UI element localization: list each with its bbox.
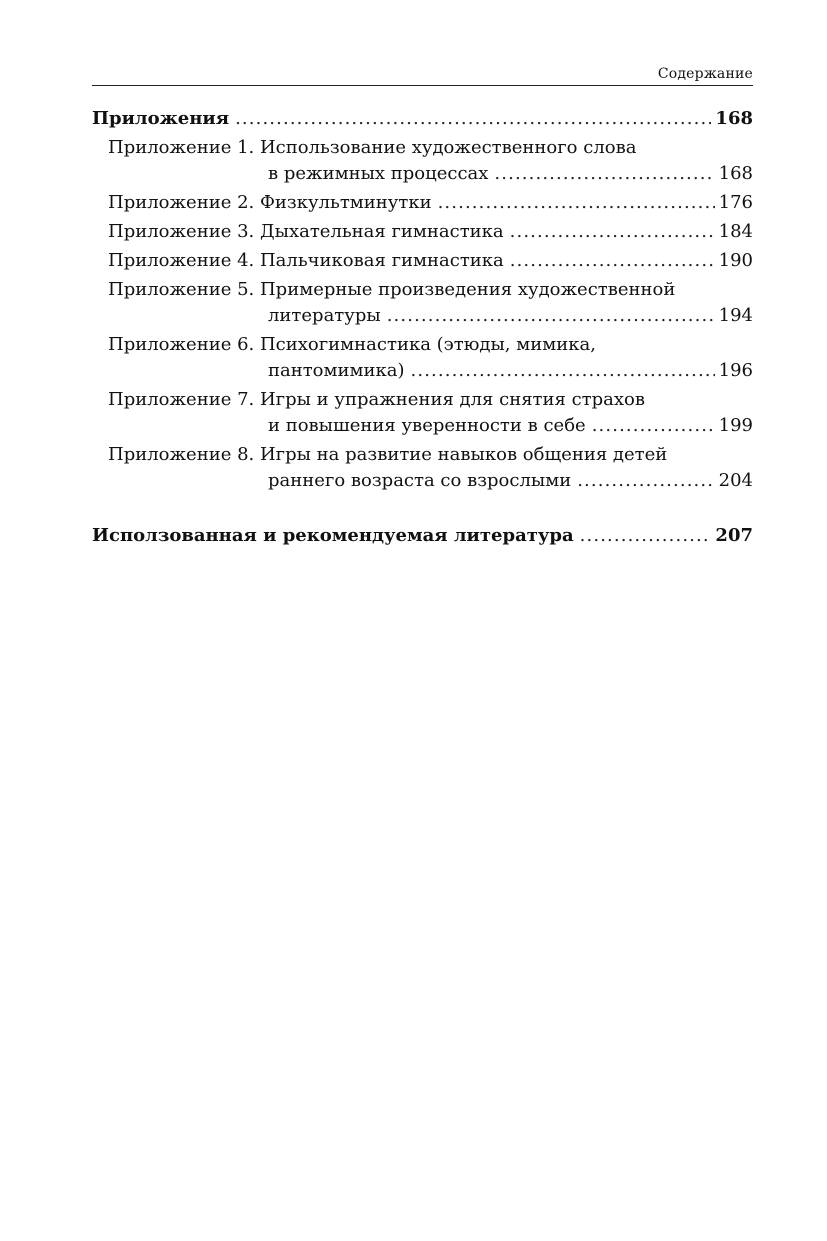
appendix-prefix: Приложение 7. xyxy=(108,389,255,410)
toc-entry-appendix-4 xyxy=(92,248,753,274)
appendix-title: Примерные произведения художественной xyxy=(259,279,676,300)
toc-page-number: 194 xyxy=(718,305,753,326)
appendix-title-continuation: литературы xyxy=(268,305,381,326)
table-of-contents xyxy=(92,106,753,549)
appendix-title: Игры и упражнения для снятия страхов xyxy=(259,389,645,410)
appendix-title-continuation: пантомимика) xyxy=(268,360,405,381)
toc-entry-literature xyxy=(92,523,753,549)
appendix-prefix: Приложение 3. xyxy=(108,221,255,242)
toc-page-number: 168 xyxy=(715,108,753,129)
dot-leader xyxy=(494,161,714,187)
toc-entry-appendix-6-continuation xyxy=(92,358,753,384)
toc-page-number: 204 xyxy=(718,470,753,491)
dot-leader xyxy=(438,190,715,216)
appendix-prefix: Приложение 8. xyxy=(108,444,255,465)
toc-entry-appendix-2 xyxy=(92,190,753,216)
dot-leader xyxy=(387,303,715,329)
appendix-title: Использование художественного слова xyxy=(259,137,637,158)
dot-leader xyxy=(235,106,711,132)
appendix-title: Физкультминутки xyxy=(259,192,432,213)
dot-leader xyxy=(411,358,715,384)
toc-entry-title: Исползованная и рекомендуемая литература xyxy=(92,525,574,546)
appendix-title: Пальчиковая гимнастика xyxy=(259,250,504,271)
appendix-title-continuation: в режимных процессах xyxy=(268,163,489,184)
running-header: Содержание xyxy=(657,66,753,82)
dot-leader xyxy=(577,468,714,494)
dot-leader xyxy=(510,248,715,274)
dot-leader xyxy=(510,219,715,245)
toc-page-number: 196 xyxy=(718,360,753,381)
toc-entry-title: Приложения xyxy=(92,108,230,129)
appendix-title: Психогимнастика (этюды, мимика, xyxy=(259,334,596,355)
toc-entry-appendix-5-continuation xyxy=(92,303,753,329)
toc-entry-appendix-7-continuation xyxy=(92,413,753,439)
appendix-prefix: Приложение 2. xyxy=(108,192,255,213)
toc-page-number: 190 xyxy=(718,250,753,271)
toc-entry-appendix-3 xyxy=(92,219,753,245)
appendix-prefix: Приложение 1. xyxy=(108,137,255,158)
dot-leader xyxy=(580,523,712,549)
toc-page-number: 168 xyxy=(718,163,753,184)
appendix-title: Игры на развитие навыков общения детей xyxy=(259,444,668,465)
toc-page-number: 199 xyxy=(718,415,753,436)
toc-entry-appendix-8 xyxy=(92,442,753,468)
appendix-prefix: Приложение 6. xyxy=(108,334,255,355)
appendix-title-continuation: раннего возраста со взрослыми xyxy=(268,470,572,491)
toc-entry-appendix-1 xyxy=(92,135,753,161)
appendix-title-continuation: и повышения уверенности в себе xyxy=(268,415,586,436)
toc-page-number: 176 xyxy=(718,192,753,213)
appendix-prefix: Приложение 5. xyxy=(108,279,255,300)
toc-entry-appendices xyxy=(92,106,753,132)
toc-entry-appendix-1-continuation xyxy=(92,161,753,187)
toc-page-number: 207 xyxy=(715,525,753,546)
dot-leader xyxy=(592,413,715,439)
toc-entry-appendix-6 xyxy=(92,332,753,358)
header-divider xyxy=(92,85,753,86)
toc-entry-appendix-5 xyxy=(92,277,753,303)
toc-entry-appendix-8-continuation xyxy=(92,468,753,494)
appendix-prefix: Приложение 4. xyxy=(108,250,255,271)
toc-entry-appendix-7 xyxy=(92,387,753,413)
appendix-title: Дыхательная гимнастика xyxy=(259,221,504,242)
toc-page-number: 184 xyxy=(718,221,753,242)
